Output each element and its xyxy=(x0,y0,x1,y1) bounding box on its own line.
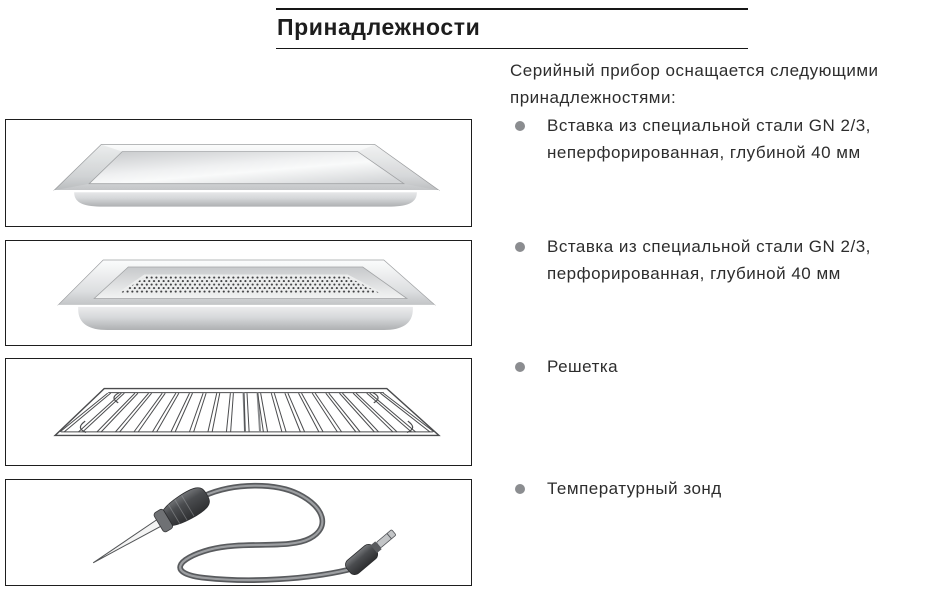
bullet-icon xyxy=(515,484,525,494)
accessory-item xyxy=(510,233,934,287)
perforated-tray-illustration xyxy=(6,241,471,345)
accessory-label: Температурный зонд xyxy=(547,479,722,498)
bullet-icon xyxy=(515,242,525,252)
figure-perforated-steel-tray xyxy=(5,240,472,346)
accessory-item xyxy=(510,475,934,502)
bullet-icon xyxy=(515,121,525,131)
temperature-probe-illustration xyxy=(6,480,471,585)
intro-paragraph: Серийный прибор оснащается следующими принадлежностями: xyxy=(510,61,879,107)
bullet-icon xyxy=(515,362,525,372)
page-title: Принадлежности xyxy=(277,13,481,40)
accessory-label: Решетка xyxy=(547,357,619,376)
accessory-item xyxy=(510,112,934,166)
figure-temperature-probe xyxy=(5,479,472,586)
page-heading xyxy=(276,8,748,49)
figure-unperforated-steel-tray xyxy=(5,119,472,227)
accessory-item xyxy=(510,353,934,380)
accessory-label: Вставка из специальной стали GN 2/3, неперфорированная, глубиной 40 мм xyxy=(547,116,871,162)
accessory-label: Вставка из специальной стали GN 2/3, перфорированная, глубиной 40 мм xyxy=(547,237,871,283)
wire-rack-illustration xyxy=(6,359,471,465)
unperforated-tray-illustration xyxy=(6,120,471,226)
heading-bottom-rule xyxy=(276,48,748,50)
figure-wire-rack xyxy=(5,358,472,466)
